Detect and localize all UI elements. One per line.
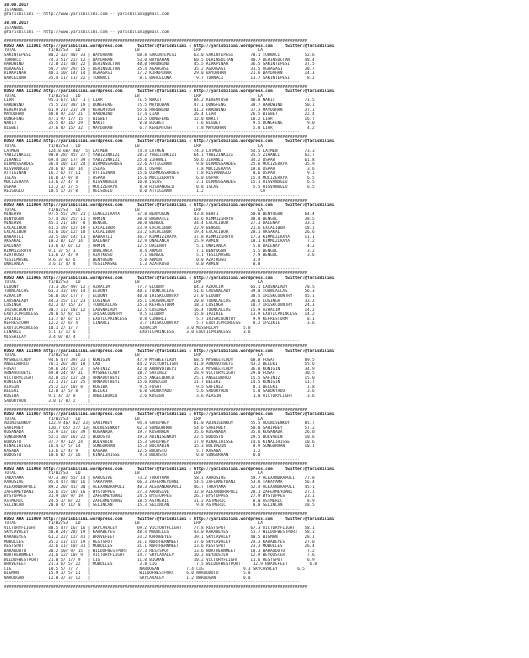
table-row: DONGFENG 47.1 9/ 17/ 15 | BIGBET 13.5 DONGFENG 12.0 NAKIT 10.2 LIAR 16.7 (4, 116, 315, 121)
table-row: MOBULLES 35.2 11/ 15/ 19 | RESTSPOT 31.1 NORTHERNMEET 17.0 SKYCAVALEY 24.3 KARABEYES 27.0 (4, 539, 315, 544)
section-separator: ########################################################################################################################### (4, 344, 308, 349)
table-row: NAKIT 35.5 8/ 16/ 29 | NAKIT 0.0 BIGBET 7.6 BIGBET 9.5 DONGFENG 9.0 (4, 121, 315, 126)
section-separator: ########################################################################################################################### (4, 84, 308, 89)
table-row: RESTSPOT 32.6 11/ 10/ 31 | MOBULLES 31.1 NORTHERNMEET 13.6 RESTSPOT 23.3 MOBULLES 26.4 (4, 544, 315, 549)
race-header: KOSU ARA 111966 http://yarisbilimi.wordpress.com twitter:@YarisBilimi : http://yarisbilimi.wordpress.com twitter:@YarisBilimi (4, 348, 335, 353)
table-row: TOUNCALLAS 63.1 33/ 19/ 14 | ELOONY 40.1 TOUNCALLAS 51.6 LAUSNALADY 39.0 TOUNCALLAS 56.3 (4, 289, 315, 294)
table-row: SUNGURHAN 52.1 10/ 16/ 22 | BODOSTO 19.3 ADINISENKOY 22.5 BODOSTO 29.5 BOLVADIN 10.6 (4, 434, 315, 439)
table-row: AZRACIM 56.0 16/ 17/ 7 | ELOONY 40.0 IRISKCOUNTRY 27.0 ELOONY 38.5 IRISKCOUNTRY 45.1 (4, 294, 315, 298)
table-row: BARAODOTO 30.2 10/ 9/ 15 | WILDOFWESTPORT 27.3 RESTSPOT 13.6 NORTHERNMEET 18.3 BARAODOTO 7.2 (4, 548, 315, 553)
table-row: ELOONY 73.3 26/ 49/ 12 | AZRACIM 77.7 ELOONY 64.3 AZRACIM 65.1 LAUSNALADY 70.5 (4, 284, 315, 289)
table-row: BENYOGUN 57.4 26/ 25/ 11 | ARMIN 30.0 BABAATLI 43.6 KIMMIZIRAYA 48.0 BENGUL 38.5 (4, 216, 315, 221)
table-row: FUSAT 59.6 24/ 15/ 3 | SAFINIZ 42.0 ARNAVUTBEYI 35.3 MYSWEETLADY 36.8 KONIGIN 34.9 (4, 366, 315, 371)
table-row: MISSHILAY 3.4 0/ 0/ 4 | (4, 334, 91, 339)
table-row: AGAAGASI 59.7 19/ 29/ 15 | DERINSULTAN 35.4 AGAAGASI 35.2 AGAAGASI 31.5 AGAAGASI 30.7 (4, 66, 315, 71)
table-row: KOSANADA 53.9 13/ 16/ 39 | KOSANADA 19.7 KOSANADA 35.6 KOSANADA 35.8 KOSANADA 26.0 (4, 430, 315, 435)
table-row: BIGMAN 15.9 3/ 5/ 11 | WILDOFWESTPORT 6.0 NAROODOTO 5.8 (4, 571, 251, 576)
table-row: ATTIGINAN 16.7 6/ 7/ 11 | ATTIGINAN 15.6 DIRMUSSARDES 7.8 RISVANOGLU 8.6 OSPAR 9.1 (4, 171, 315, 176)
column-header: TOTAL Y1/B2/S3 LD LB LRP LA (4, 207, 263, 212)
race-header: KOSU ARA 111968 http://yarisbilimi.wordpress.com twitter:@YarisBilimi : http://yarisbilimi.wordpress.com twitter:@YarisBilimi (4, 466, 335, 471)
table-row: LIAR 95.1 67/ 16/ 1 | LIAR 71.5 NAKIT 84.2 KEREMTOSH 40.8 NAKIT 71.5 (4, 98, 315, 103)
column-header: TOTAL Y1/B2/S3 LD LB LRP LA (4, 353, 263, 358)
table-row: ALEXANDRAPOLI 89.2 20/ 41/ 30 | ALEXANDRAPOLI 40.3 ALEXANDRAPOLI 46.7 TAKAYAMA 52.4 ALEXANDRAPOLI 45.1 (4, 484, 315, 489)
table-row: EXCALIBUR 41.6 16/ 12/ 18 | EXCALIBUR 23.2 EXCALIBUR 19.4 EXCALIBUR 20.1 AKSAKAL 26.6 (4, 230, 315, 235)
table-divider: ------------------------------------------------------------------------------------------------------------------------ (4, 507, 300, 512)
table-row: BRAVEFEET 21.3 6/ 5/ 22 | MOBULLES 3.8 CIG 7.5 WILDOFWESTPORT 12.9 BRAVEFEET 6.8 (4, 562, 318, 567)
table-row: ZAFERMEYDANI 53.6 15/ 18/ 16 | BYSTOPPES 27.3 AAROSIVE 32.0 ALEXANDRAPOLI 28.1 ZAFERMEYDANI 27.1 (4, 489, 315, 494)
table-row: ANGELBURCU 76.1 26/ 38/ 18 | LAD 44.2 VICTORYLIGHT 41.8 ARNAVUTBEYI 43.2 BELEKI 55.6 (4, 362, 315, 367)
table-row: SELINCAN 20.8 4/ 11/ 8 | SELINCAN 15.3 SELINCAN 9.8 ASTMERIC 0.0 SELINCAN 18.5 (4, 503, 315, 508)
race-header: KOSU ARA 111963 http://yarisbilimi.wordpress.com twitter:@YarisBilimi : http://yarisbilimi.wordpress.com twitter:@YarisBilimi (4, 139, 335, 144)
table-row: TORNACI 74.3 51/ 22/ 12 | BAYDAHAN 53.0 BAYDAHAN 60.5 DERINSULTAN 40.7 DERINSULTAN 48.4 (4, 57, 315, 62)
table-row: KEREMTOSH 61.9 21/ 23/ 29 | KEREMTOSH 55.6 HARDWIND 41.2 HARDWIND 37.3 MAYDOHAN 37.1 (4, 107, 315, 112)
section-separator: ########################################################################################################################### (4, 198, 308, 203)
table-row: IPZIKIE 13.7 0/ 6/ 17 | EXOTICPRINCESS 8.8 CINARLI 5.7 IRISKCOUNTRY 9.9 KEFRESTORM 8.1 (4, 316, 315, 321)
table-row: HARDWIND 72.0 21/ 48/ 22 | DERINSULTAN 40.0 HARDWIND 45.5 KIRKPINAR 36.5 SAKINTEPESI 37.5 (4, 62, 315, 67)
table-row: CIG 18.5 5/ 7/ 7 | NAROOGAN 7.4 CIG 9.3 SKYCAVALEY 6.5 (4, 566, 305, 571)
race-header: KOSU ARA 111967 http://yarisbilimi.wordpress.com twitter:@YarisBilimi : http://yarisbilimi.wordpress.com twitter:@YarisBilimi (4, 412, 335, 417)
table-divider: ------------------------------------------------------------------------------------------------------------------------ (4, 193, 300, 198)
section-separator: ########################################################################################################################### (4, 271, 308, 276)
table-row: LATMEN 124.8 60/ 40/ 5| LATMEN 74.4 LATMEN 74.3 LATMEN 54.5 LATMEN 73.3 (4, 148, 315, 153)
race-header: KOSU ARA 111965 http://yarisbilimi.wordpress.com twitter:@YarisBilimi : http://yarisbilimi.wordpress.com twitter:@YarisBilimi (4, 275, 335, 280)
table-row: SAKINTEPESI 80.2 32/ 40/ 33 | BAYDAHAN 68.8 SAKINTEPESI 63.0 SAKINTEPESI 70.1 TORNACI 52.6 (4, 53, 315, 58)
table-row: ASTMERIC 24.5 3/ 8/ 22 | ZAFERMEYDANI 18.5 ASTMERIC 11.2 ASTMERIC 0.0 ASTMERIC 8.9 (4, 498, 315, 503)
table-row: KINALIHISSE 16.4 1/ 5/ 14 | SUNGURHAN 15.3 BOLVADIN 15.3 BOLVADIN 8.9 SUNGURHAN 10.1 (4, 444, 315, 449)
table-row: BODOSTO 10.6 0/ 2/ 16 | KINALIHISSE 9.3 BODOSTO 0.0 SUNGURHAN 0.0 (4, 453, 261, 458)
section-separator: ########################################################################################################################### (4, 39, 308, 44)
table-row: BARCELONA 35.4 11/ 11/ 22 | TORNACI 8.1 BARCELONA 9.7 TORNACI 13.7 SAKINTEPESI 8.2 (4, 75, 315, 80)
table-divider: ------------------------------------------------------------------------------------------------------------------------ (4, 339, 300, 344)
race-header: KOSU ARA 111961 http://yarisbilimi.wordpress.com twitter:@YarisBilimi : http://yarisbilimi.wordpress.com twitter:@YarisBilimi (4, 43, 335, 48)
section-separator: ########################################################################################################################### (4, 512, 308, 517)
table-row: ZIHANLI 69.4 18/ 17/ 39 | YABIZINKIZI 25.0 ZIHANLI 50.6 ZIHANLI 34.2 OSPAR 61.8 (4, 157, 315, 162)
table-row: SKYCAVALEY 58.0 24/ 28/ 19 | KARABEYES 48.4 MOBULLES 43.0 KARABEYES 51.7 WILDOFWESTPORT 58.1 (4, 530, 315, 535)
table-row: LAUSNALADY 44.3 15/ 11/ 23 | LOSINGA 35.1 LAUSNALADY 20.0 TOUNCALLAS 30.6 LOSINGA 33.2 (4, 298, 315, 303)
table-row: BODOSTO 37.7 9/ 12/ 24 | BOLVADIN 15.3 SAHIPBEY 17.9 KINALIHISSE 14.6 KINALIHISSE 10.6 (4, 439, 315, 444)
table-row: MYSWEETLADY 94.6 47/ 39/ 23 | KONIGIN 47.9 MYSWEETLADY 68.5 MYSWEETLADY 60.8 FUSAT 89.5 (4, 357, 315, 362)
table-row: HARDWIND 75.5 23/ 38/ 19 | DONGFENG 75.5 MAYDOHAN 47.1 DONGFENG 38.7 HARDWIND 50.1 (4, 103, 315, 108)
table-row: SADOKYADO 3.0 1/ 0/ 2 | (4, 398, 91, 403)
table-row: WILDOFWESTPORT 21.0 5/ 17/ 9 | CIG 11.0 BIGMAN 10.2 VICTORYFLIGHT 11.6 RESTSPOT 6.9 (4, 557, 315, 562)
column-header: TOTAL Y1/B2/S3 LD LB LRP LA (4, 93, 263, 98)
section-separator: ########################################################################################################################### (4, 134, 308, 139)
table-row: BELEKI 12.0 3/ 5/ 8 | BELEKI 6.0 SADOKYADO 5.6 SADOKYADO 5.0 SADOKYADO 3.6 (4, 389, 315, 394)
column-header: TOTAL Y1/B2/S3 LD LB LRP LA (4, 48, 263, 53)
table-row: AZATKUSU 11.6 2/ 4/ 9 | AZATKUSU 7.1 BENGUL 5.1 YESILMASKE 7.9 BENGUL 3.6 (4, 253, 315, 258)
section-separator: ########################################################################################################################### (4, 407, 308, 412)
race-header: KOSU ARA 111969 http://yarisbilimi.wordpress.com twitter:@YarisBilimi : http://yarisbilimi.wordpress.com twitter:@YarisBilimi (4, 516, 335, 521)
table-row: LOSINGA 42.3 4/ 15/ 37 | TOUNCALLAS 15.3 KEFRESTORM 18.3 LOSINGA 18.7 IRISKCOUNTRY 24.1 (4, 303, 315, 308)
table-row: VICTORYLIGHT 42.0 15/ 12/ 24 | ARNAVUTBEYI 25.5 ANGELBURCU 25.1 ANGELBURCU 15.5 SAFINIZ 15.0 (4, 375, 315, 380)
table-row: EXCALIBUR 41.1 19/ 12/ 19 | EXCALIBUR 23.9 EXCALIBUR 22.9 BENGUL 21.6 EXCALIBUR 18.1 (4, 225, 315, 230)
table-divider: ------------------------------------------------------------------------------------------------------------------------ (4, 80, 300, 85)
table-row: KONIGIN 31.1 21/ 13/ 25 | ARNAVUTBEYI 15.6 KONIGIN 11.7 BELEKI 14.5 KONIGIN 11.7 (4, 380, 315, 385)
column-header: TOTAL Y1/B2/S3 LD LB LRP LA (4, 280, 263, 285)
table-row: NORTHERNMEET 31.6 12/ 10/ 9 | VICTORYFLIGHT 14.7 SKYCAVALEY 10.2 BEYDOSTER 12.9 BEYDOSTER 7.6 (4, 553, 315, 558)
table-row: ISLAS 16.0 3/ 9/ 8 | OSPAR 15.6 MUCIZERAYA 6.0 OSPAR 15.4 MUCIZERAYA 6.5 (4, 175, 315, 180)
table-divider: ------------------------------------------------------------------------------------------------------------------------ (4, 403, 300, 408)
header-date: 30.08.2017 (4, 21, 29, 26)
race-tables (4, 39, 525, 589)
table-row: YABIZINKIZI 90.0 28/ 45/ 27 | YABIZINKIZI 28.2 YABIZINKIZI 64.1 YABIZINKIZI 35.5 ZIHANLI 62.7 (4, 153, 315, 158)
table-row: UNALANCA 3.6 1/ 4/ 8 | YESILMASKE 1.3 AZATKUSU 0.0 ARMIN 0.0 (4, 262, 261, 267)
column-header: TOTAL Y1/B2/S3 LD LB LRP LA (4, 521, 263, 526)
header-city: ISTANBUL (4, 7, 24, 12)
header-city: ISTANBUL (4, 25, 24, 30)
table-row: AAROSIVE 95.4 47/ 40/ 16 | TAKAYAMA 66.3 ZAFERMEYDANI 54.5 ZAFERMEYDANI 53.8 TAKAYAMA 56.4 (4, 480, 315, 485)
table-row: AKSAKAL 18.2 8/ 12/ 14 | DALENAY 12.9 UNALANCA 15.9 ARMIN 10.1 KIMMIZIRAYA 7.2 (4, 239, 315, 244)
table-row: DALENAY 13.6 4/ 6/ 12 | ARMIN 12.5 DALENAY 5.1 UNALANCA 5.8 DALENAY 4.2 (4, 243, 315, 248)
table-row: KUSIBA 9.1 4/ 3/ 8 | ANGELBURCU 2.6 KUSIBA 3.6 ALASIN 1.0 VICTORYLIGHT 3.6 (4, 394, 315, 399)
table-row: EXOTICPRINCESS 10.1 2/ 1/ 7 | AZRACIM 3.0 MISSHILAY 5.0 (4, 325, 251, 330)
race-header: KOSU ARA 111964 http://yarisbilimi.wordpress.com twitter:@YarisBilimi : http://yarisbilimi.wordpress.com twitter:@YarisBilimi (4, 203, 335, 208)
column-header: TOTAL Y1/B2/S3 LD LB LRP LA (4, 471, 263, 476)
table-divider: ------------------------------------------------------------------------------------------------------------------------ (4, 580, 300, 585)
table-row: TAKAYAMA 97.3 38/ 55/ 14 | AAROSIVE 73.2 TAKAYAMA 58.1 AAROSIVE 59.7 ALEXANDRAPOLI 77.8 (4, 475, 315, 480)
table-divider: ------------------------------------------------------------------------------------------------------------------------ (4, 266, 300, 271)
table-divider: ------------------------------------------------------------------------------------------------------------------------ (4, 457, 300, 462)
section-separator: ########################################################################################################################### (4, 585, 308, 589)
table-row: YESILMASKE 9.6 3/ 6/ 6 | BENYOGUN 5.0 ARMIN 0.0 AZATKUSU 3.4 (4, 257, 261, 262)
column-header: TOTAL Y1/B2/S3 LD LB LRP LA (4, 143, 263, 148)
table-row: VICTORYFLIGHT 80.5 47/ 16/ 16 | SKYCAVALEY 69.2 VICTORYFLIGHT 77.8 RESTSPOT 67.3 VICTORYFLIGHT 58.1 (4, 525, 315, 530)
table-row: DIRMUSSARDES 36.4 10/ 13/ 24 | DIRMUSSARDES 22.6 ATTIGINAN 9.8 DIRMUSSARDES 25.6 MUCIZERAYA 35.9 (4, 162, 315, 167)
table-row: BABAATLI 33.5 10/ 14/ 11 | BABAATLI 16.7 KIMMIZIRAYA 17.8 KIMMIZIRAYA 17.3 KIMMIZIRAYA 11.1 (4, 234, 315, 239)
table-row: OSPAR 12.2 3/ 2/ 5 | MUCIZERAYA 8.8 RISVANOGLU 0.8 ISLAS 5.5 RISVANOGLU 6.5 (4, 184, 315, 189)
header-date: 30.08.2017 (4, 3, 29, 7)
table-row: REISOGLU 10.5 1/ 3/ 8 | REISOGLU 0.0 ATTIGINAN 1.2 LA (4, 189, 266, 194)
header-site: @Yarisbilimi -- http://www.yarisbilimi.com -- yarisbilimi@gmail.com (4, 30, 170, 35)
table-row: BIGBET 37.6 8/ 15/ 32 | MAYDOHAN 6.7 KEREMTOSH 7.8 MAYDOHAN 5.8 LIAR 4.2 (4, 125, 315, 130)
table-row: KIMMIZIRAYA 9.1 3/ 5/ 3 | UNALANCA 8.4 ARMIN 7.1 BENYOGUN 5.5 BENGUL 3.2 (4, 248, 315, 253)
table-row: KARABEYES 61.2 22/ 12/ 41 | BRAVEFEET 33.2 KARABEYES 39.1 SKYCAVALEY 40.5 BIGMAN 28.1 (4, 534, 315, 539)
table-row: MINERVA 45.1 21/ 18/ 8 | BENGUL 30.0 BENGUL 34.4 EXCALIBUR 27.3 DALENAY 33.2 (4, 221, 315, 226)
column-header: TOTAL Y1/B2/S3 LD LB LRP LA (4, 416, 263, 421)
table-row: IRISKCOUNTRY 30.7 11/ 10/ 12 | LAUSNALADY 12.5 LOSINGA 16.4 TOUNCALLAS 15.9 AZRACIM 14.2 (4, 307, 315, 312)
table-row: ALASIN 25.2 12/ 10/ 8 | KUSIBA 9.5 FUSAT 9.5 SAFINIZ 8.1 BELEKI 1.8 (4, 384, 315, 389)
header-site: @Yarisbilimi -- http://www.yarisbilimi.com -- yarisbilimi@gmail.com (4, 12, 170, 17)
table-row: NAROOGAN 12.0 3/ 3/ 12 | SKYCAVALEY 1.2 NAROOGAN 0.0 (4, 575, 251, 580)
table-row: KASABA 13.6 1/ 4/ 9 | KASABA 12.5 BODOSTO 5.7 KASABA 1.2 (4, 448, 261, 453)
section-separator: ########################################################################################################################### (4, 462, 308, 467)
table-row: CINARLI 5.1 1/ 1/ 6 | EXOTICPRINCESS 3.0 EXOTICPRINCESS 3.0 (4, 330, 251, 335)
table-row: MINERVA 97.5 55/ 29/ 21 | LENGIZIRAYA 37.0 BENYOGUN 43.8 BENTI 50.0 BENYOGUN 64.4 (4, 212, 315, 217)
table-row: MUCIZERAYA 13.6 2/ 4/ 4 | RISVANOGLU 10.0 ISLAS 2.1 DIRMUSSARDES 15.1 RISVANOGLU 6.5 (4, 180, 315, 185)
table-row: RISVANOGLU 24.6 8/ 10/ 14 | ISLAS 20.1 OSPAR 7.8 MUCIZERAYA 18.6 OSPAR 3.6 (4, 166, 315, 171)
table-row: ADINISENKOY 122.9 46/ 82/ 23| SAHIPBEY 94.4 SAHIPBEY 81.0 ADINISENKOY 55.5 ADINISENKOY 85.7 (4, 421, 315, 426)
table-row: SAHIPBEY 120.7 65/ 27/ 13| ADINISENKOY 62.3 SUNGURHAN 54.6 SAHIPBEY 50.0 SAHIPBEY 57.2 (4, 425, 315, 430)
table-row: KEFRESTORM 12.2 1/ 6/ 4 | CINARLI 3.7 IRISKCOUNTRY 5.7 EXOTICPRINCESS 8.2 IPZIKIE 3.6 (4, 321, 315, 326)
race-header: KOSU ARA 111962 http://yarisbilimi.wordpress.com twitter:@YarisBilimi : http://yarisbilimi.wordpress.com twitter:@YarisBilimi (4, 89, 335, 94)
table-row: EXOTICPRINCESS 20.0 5/ 8/ 15 | IRISKCOUNTRY 9.5 ELOONY 15.8 IPZIKIE 13.9 EXOTICPRINCESS 14.2 (4, 312, 315, 317)
table-row: ARNAVUTBEYI 49.0 24/ 9/ 31 | MYSWEETLADY 38.7 SAFINIZ 28.9 VICTORYLIGHT 29.0 FUSAT 30.5 (4, 371, 315, 376)
table-divider: ------------------------------------------------------------------------------------------------------------------------ (4, 130, 300, 135)
table-row: MAYDOHAN 48.8 9/ 23/ 21 | HARDWIND 17.4 LIAR 26.4 LIAR 26.5 BIGBET 22.4 (4, 112, 315, 117)
table-row: BYSTOPPES 31.9 10/ 9/ 19 | ZAFERMEYDANI 24.5 BYSTOPPES 26.7 BYSTOPPES 27.9 BYSTOPPES 23.1 (4, 494, 315, 499)
table-row: KIRKPINAR 48.1 10/ 14/ 14 | AGAAGASI 17.2 KIRKPINAR 29.0 BAYDAHAN 21.6 BAYDAHAN 14.1 (4, 71, 315, 76)
